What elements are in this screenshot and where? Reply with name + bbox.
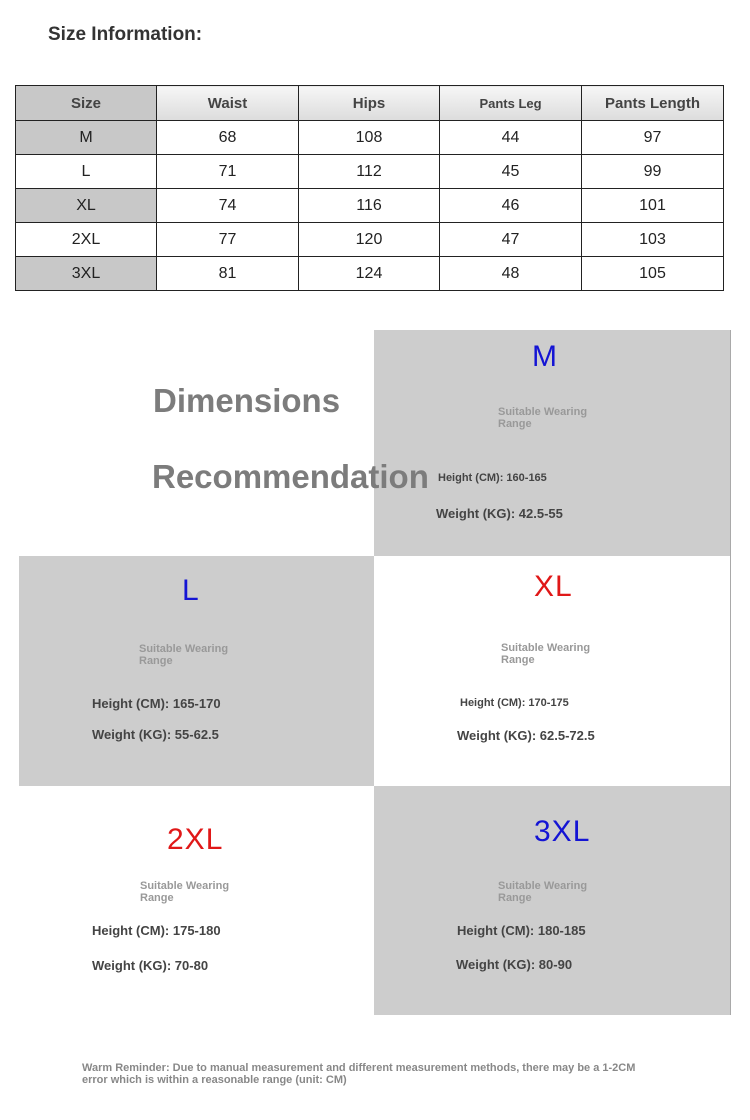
pants-length-cell: 99 — [582, 155, 724, 189]
pants-leg-cell: 46 — [440, 189, 582, 223]
divider — [730, 330, 731, 1015]
card-m-size: M — [532, 340, 558, 373]
table-header-row — [16, 86, 724, 121]
warm-reminder-note: Warm Reminder: Due to manual measurement and different measurement methods, there may be a 1-2CM error which is within a reasonable range (unit: CM) — [82, 1062, 636, 1086]
card-2xl-size: 2XL — [167, 823, 224, 856]
card-m-suitable-range: Suitable Wearing Range — [498, 406, 588, 430]
card-l-suitable-range: Suitable Wearing Range — [139, 643, 229, 667]
card-m-weight: Weight (KG): 42.5-55 — [436, 506, 563, 521]
waist-cell: 71 — [157, 155, 299, 189]
header-size: Size — [16, 86, 157, 121]
hips-cell: 120 — [299, 223, 440, 257]
pants-length-cell: 105 — [582, 257, 724, 291]
card-3xl-size: 3XL — [534, 815, 591, 848]
pants-length-cell: 101 — [582, 189, 724, 223]
card-3xl-suitable-range: Suitable Wearing Range — [498, 880, 588, 904]
header-pants-length: Pants Length — [582, 86, 724, 121]
size-cell: 2XL — [16, 223, 157, 257]
card-xl-suitable-range: Suitable Wearing Range — [501, 642, 591, 666]
card-3xl-weight: Weight (KG): 80-90 — [456, 957, 573, 972]
size-cell: L — [16, 155, 157, 189]
pants-leg-cell: 44 — [440, 121, 582, 155]
table-row — [16, 155, 724, 189]
card-m-height: Height (CM): 160-165 — [438, 472, 547, 484]
hips-cell: 108 — [299, 121, 440, 155]
hips-cell: 112 — [299, 155, 440, 189]
card-2xl-suitable-range: Suitable Wearing Range — [140, 880, 230, 904]
recommendation-heading: Recommendation — [152, 458, 429, 495]
pants-leg-cell: 47 — [440, 223, 582, 257]
card-2xl-weight: Weight (KG): 70-80 — [92, 958, 209, 973]
waist-cell: 68 — [157, 121, 299, 155]
table-row — [16, 121, 724, 155]
card-xl-size: XL — [534, 570, 573, 603]
card-l-size: L — [182, 574, 200, 607]
size-table — [15, 85, 724, 291]
card-l-height: Height (CM): 165-170 — [92, 696, 221, 711]
header-hips: Hips — [299, 86, 440, 121]
waist-cell: 74 — [157, 189, 299, 223]
pants-length-cell: 103 — [582, 223, 724, 257]
header-pants-leg: Pants Leg — [440, 86, 582, 121]
hips-cell: 124 — [299, 257, 440, 291]
header-waist: Waist — [157, 86, 299, 121]
waist-cell: 77 — [157, 223, 299, 257]
pants-leg-cell: 45 — [440, 155, 582, 189]
size-cell: M — [16, 121, 157, 155]
dimensions-heading: Dimensions — [153, 382, 341, 419]
pants-leg-cell: 48 — [440, 257, 582, 291]
size-cell: 3XL — [16, 257, 157, 291]
size-cell: XL — [16, 189, 157, 223]
card-xl-weight: Weight (KG): 62.5-72.5 — [457, 728, 595, 743]
hips-cell: 116 — [299, 189, 440, 223]
table-row — [16, 223, 724, 257]
card-3xl-height: Height (CM): 180-185 — [457, 923, 586, 938]
pants-length-cell: 97 — [582, 121, 724, 155]
page-title: Size Information: — [48, 24, 203, 45]
card-2xl-height: Height (CM): 175-180 — [92, 923, 221, 938]
card-l-weight: Weight (KG): 55-62.5 — [92, 727, 219, 742]
table-row — [16, 257, 724, 291]
waist-cell: 81 — [157, 257, 299, 291]
table-row — [16, 189, 724, 223]
card-xl-height: Height (CM): 170-175 — [460, 697, 569, 709]
